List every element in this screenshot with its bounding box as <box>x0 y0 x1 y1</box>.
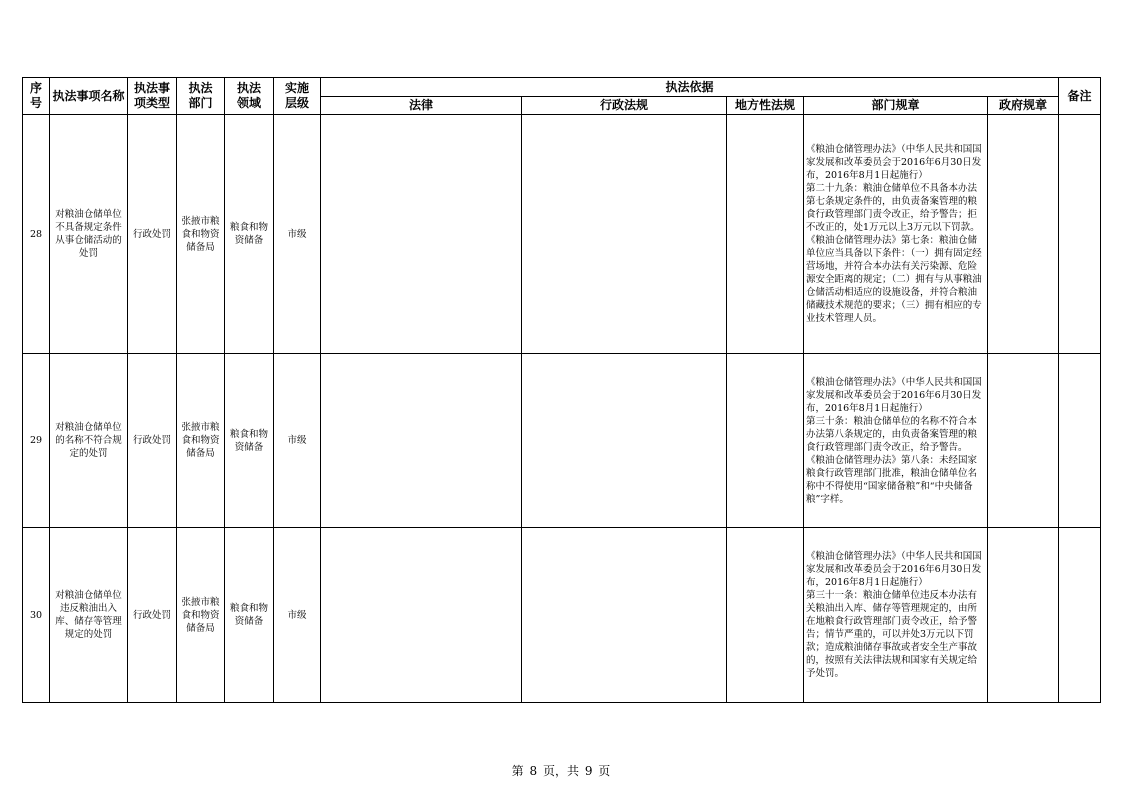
row-dept: 张掖市粮食和物资储备局 <box>177 115 225 354</box>
row-gov-rule <box>988 115 1059 354</box>
row-field: 粮食和物资储备 <box>225 354 274 528</box>
row-gov-rule <box>988 354 1059 528</box>
row-dept-rule: 《粮油仓储管理办法》（中华人民共和国国家发展和改革委员会于2016年6月30日发布，2016年8月1日起施行） 第三十一条：粮油仓储单位违反本办法有关粮油出入库、储存等管理规定的，由所在地粮食行政管理部门责令改正，给予警告；情节严重的，可以并处3万元以下罚款；造成粮油储存事故或者安全生产事故的，按照有关法律法规和国家有关规定给予处罚。 <box>804 528 988 703</box>
footer-page-number: 8 <box>529 764 538 778</box>
row-field: 粮食和物资储备 <box>225 528 274 703</box>
row-item: 对粮油仓储单位不具备规定条件从事仓储活动的处罚 <box>50 115 128 354</box>
header-item: 执法事项名称 <box>50 78 128 115</box>
header-field: 执法 领域 <box>225 78 274 115</box>
row-admin-reg <box>522 528 727 703</box>
row-local-reg <box>727 528 804 703</box>
enforcement-table <box>22 77 1101 703</box>
row-level: 市级 <box>274 354 321 528</box>
header-dept: 执法 部门 <box>177 78 225 115</box>
header-local-reg: 地方性法规 <box>727 97 804 115</box>
row-seq: 30 <box>23 528 50 703</box>
page-footer <box>0 762 1122 779</box>
header-law: 法律 <box>321 97 522 115</box>
footer-suffix: 页 <box>598 764 611 778</box>
footer-mid: 页，共 <box>542 764 579 778</box>
row-type: 行政处罚 <box>128 528 177 703</box>
footer-total-pages: 9 <box>584 764 593 778</box>
row-note <box>1059 115 1101 354</box>
row-note <box>1059 528 1101 703</box>
row-local-reg <box>727 354 804 528</box>
header-admin-reg: 行政法规 <box>522 97 727 115</box>
header-seq: 序 号 <box>23 78 50 115</box>
header-basis: 执法依据 <box>321 78 1059 97</box>
footer-prefix: 第 <box>511 764 524 778</box>
row-dept: 张掖市粮食和物资储备局 <box>177 354 225 528</box>
row-admin-reg <box>522 115 727 354</box>
row-law <box>321 528 522 703</box>
header-level: 实施 层级 <box>274 78 321 115</box>
row-item: 对粮油仓储单位违反粮油出入库、储存等管理规定的处罚 <box>50 528 128 703</box>
header-note: 备注 <box>1059 78 1101 115</box>
row-dept-rule: 《粮油仓储管理办法》（中华人民共和国国家发展和改革委员会于2016年6月30日发布，2016年8月1日起施行） 第二十九条：粮油仓储单位不具备本办法第七条规定条件的，由负责备案管理的粮食行政管理部门责令改正，给予警告；拒不改正的，处1万元以上3万元以下罚款。 《粮油仓储管理办法》第七条：粮油仓储单位应当具备以下条件：（一）拥有固定经营场地，并符合本办法有关污染源、危险源安全距离的规定；（二）拥有与从事粮油仓储活动相适应的设施设备，并符合粮油储藏技术规范的要求；（三）拥有相应的专业技术管理人员。 <box>804 115 988 354</box>
row-dept: 张掖市粮食和物资储备局 <box>177 528 225 703</box>
row-seq: 28 <box>23 115 50 354</box>
header-row-1 <box>23 78 1101 97</box>
row-level: 市级 <box>274 528 321 703</box>
header-dept-rule: 部门规章 <box>804 97 988 115</box>
table-row <box>23 528 1101 703</box>
row-note <box>1059 354 1101 528</box>
header-type: 执法事 项类型 <box>128 78 177 115</box>
row-seq: 29 <box>23 354 50 528</box>
row-law <box>321 115 522 354</box>
row-type: 行政处罚 <box>128 354 177 528</box>
row-gov-rule <box>988 528 1059 703</box>
row-level: 市级 <box>274 115 321 354</box>
row-field: 粮食和物资储备 <box>225 115 274 354</box>
header-gov-rule: 政府规章 <box>988 97 1059 115</box>
row-law <box>321 354 522 528</box>
row-type: 行政处罚 <box>128 115 177 354</box>
table-row <box>23 354 1101 528</box>
row-dept-rule: 《粮油仓储管理办法》（中华人民共和国国家发展和改革委员会于2016年6月30日发布，2016年8月1日起施行） 第三十条：粮油仓储单位的名称不符合本办法第八条规定的，由负责备案管理的粮食行政管理部门责令改正，给予警告。 《粮油仓储管理办法》第八条：未经国家粮食行政管理部门批准，粮油仓储单位名称中不得使用“国家储备粮”和“中央储备粮”字样。 <box>804 354 988 528</box>
row-admin-reg <box>522 354 727 528</box>
row-item: 对粮油仓储单位的名称不符合规定的处罚 <box>50 354 128 528</box>
table-row <box>23 115 1101 354</box>
row-local-reg <box>727 115 804 354</box>
